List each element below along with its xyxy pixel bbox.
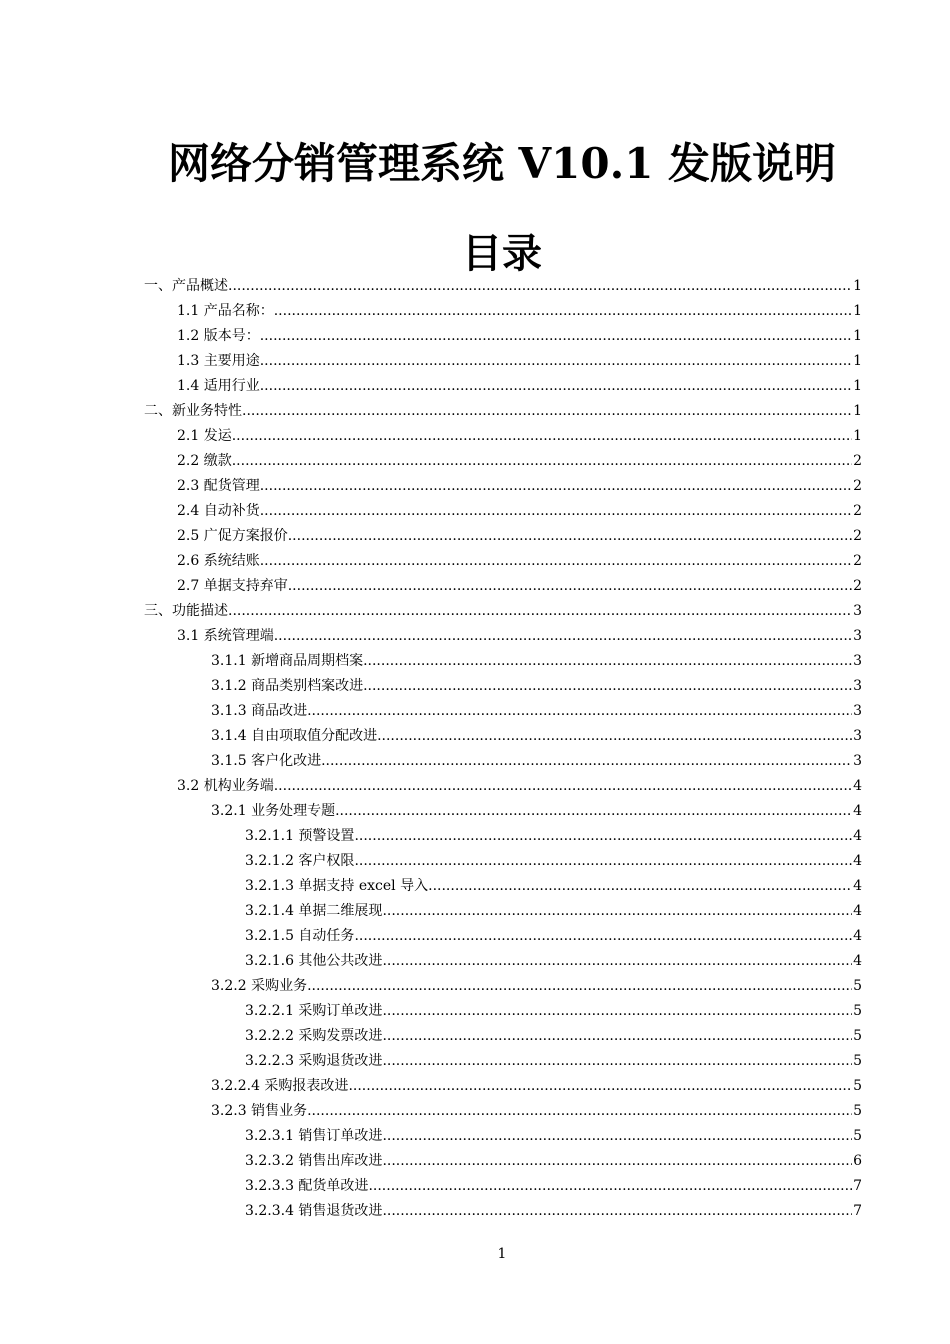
toc-entry-title: 3.2.2.4 采购报表改进: [211, 1078, 349, 1094]
toc-entry-title: 3.1.3 商品改进: [211, 703, 308, 719]
toc-entry-page: 1: [853, 303, 862, 319]
toc-entry[interactable]: [144, 649, 862, 674]
toc-entry-title: 3.2.2.2 采购发票改进: [245, 1028, 383, 1044]
toc-entry-page: 4: [853, 878, 862, 894]
toc-entry-title: 3.1.2 商品类别档案改进: [211, 678, 364, 694]
toc-dot-leader: [307, 699, 852, 724]
toc-dot-leader: [348, 1074, 852, 1099]
toc-entry-page: 1: [853, 328, 862, 344]
toc-entry-title: 3.2.2.1 采购订单改进: [245, 1003, 383, 1019]
toc-entry-page: 5: [853, 978, 862, 994]
toc-dot-leader: [321, 749, 852, 774]
toc-entry-page: 1: [853, 428, 862, 444]
toc-entry-page: 3: [853, 603, 862, 619]
toc-entry-page: 2: [853, 453, 862, 469]
toc-entry[interactable]: [144, 424, 862, 449]
toc-entry-page: 3: [853, 678, 862, 694]
toc-entry[interactable]: [144, 849, 862, 874]
toc-dot-leader: [260, 499, 852, 524]
toc-entry[interactable]: [144, 924, 862, 949]
toc-entry-page: 4: [853, 928, 862, 944]
toc-dot-leader: [228, 274, 852, 299]
toc-dot-leader: [354, 849, 852, 874]
toc-entry[interactable]: [144, 899, 862, 924]
toc-entry-title: 1.3 主要用途: [177, 353, 260, 369]
toc-entry[interactable]: [144, 974, 862, 999]
toc-entry[interactable]: [144, 1049, 862, 1074]
toc-entry-page: 2: [853, 578, 862, 594]
toc-entry[interactable]: [144, 824, 862, 849]
toc-entry[interactable]: [144, 674, 862, 699]
toc-entry[interactable]: [144, 374, 862, 399]
toc-entry[interactable]: [144, 449, 862, 474]
toc-entry-page: 5: [853, 1028, 862, 1044]
toc-entry-title: 3.2.2 采购业务: [211, 978, 308, 994]
toc-dot-leader: [307, 974, 852, 999]
toc-entry[interactable]: [144, 524, 862, 549]
toc-entry[interactable]: [144, 399, 862, 424]
toc-entry[interactable]: [144, 1024, 862, 1049]
toc-dot-leader: [232, 449, 852, 474]
toc-entry-page: 4: [853, 853, 862, 869]
toc-dot-leader: [260, 549, 852, 574]
toc-entry-page: 1: [853, 378, 862, 394]
toc-entry-page: 5: [853, 1128, 862, 1144]
toc-entry[interactable]: [144, 349, 862, 374]
toc-dot-leader: [354, 824, 852, 849]
toc-entry-title: 一、产品概述: [144, 278, 228, 294]
toc-dot-leader: [382, 1149, 852, 1174]
toc-dot-leader: [228, 599, 852, 624]
document-title: 网络分销管理系统 V10.1 发版说明: [167, 139, 837, 188]
toc-entry-page: 1: [853, 403, 862, 419]
toc-entry[interactable]: [144, 699, 862, 724]
toc-entry-page: 5: [853, 1103, 862, 1119]
toc-dot-leader: [307, 1099, 852, 1124]
toc-entry-title: 二、新业务特性: [144, 403, 242, 419]
toc-dot-leader: [363, 674, 852, 699]
toc-entry[interactable]: [144, 324, 862, 349]
toc-entry[interactable]: [144, 1074, 862, 1099]
toc-entry-page: 3: [853, 703, 862, 719]
toc-entry[interactable]: [144, 949, 862, 974]
toc-entry-title: 3.2 机构业务端: [177, 778, 274, 794]
toc-entry-title: 2.2 缴款: [177, 453, 232, 469]
toc-heading: 目录: [462, 230, 542, 277]
toc-entry-title: 3.2.1.6 其他公共改进: [245, 953, 383, 969]
toc-entry[interactable]: [144, 999, 862, 1024]
toc-entry-title: 3.2.1.1 预警设置: [245, 828, 355, 844]
toc-entry-title: 2.5 广促方案报价: [177, 528, 288, 544]
toc-dot-leader: [288, 524, 852, 549]
toc-entry[interactable]: [144, 574, 862, 599]
toc-entry-title: 2.4 自动补货: [177, 503, 260, 519]
toc-entry-page: 3: [853, 653, 862, 669]
toc-dot-leader: [242, 399, 852, 424]
toc-entry-page: 3: [853, 628, 862, 644]
toc-dot-leader: [368, 1174, 852, 1199]
toc-entry-page: 1: [853, 353, 862, 369]
toc-entry-page: 2: [853, 503, 862, 519]
toc-entry-title: 1.2 版本号：: [177, 328, 260, 344]
toc-entry[interactable]: [144, 599, 862, 624]
toc-dot-leader: [335, 799, 852, 824]
toc-entry-page: 5: [853, 1053, 862, 1069]
toc-entry-page: 5: [853, 1078, 862, 1094]
toc-entry-title: 3.1.4 自由项取值分配改进: [211, 728, 378, 744]
toc-entry-page: 3: [853, 753, 862, 769]
toc-entry-title: 3.2.1.2 客户权限: [245, 853, 355, 869]
toc-entry[interactable]: [144, 1149, 862, 1174]
toc-dot-leader: [428, 874, 852, 899]
toc-entry-title: 3.2.3.2 销售出库改进: [245, 1153, 383, 1169]
toc-dot-leader: [274, 299, 852, 324]
toc-entry-page: 4: [853, 903, 862, 919]
toc-entry[interactable]: [144, 624, 862, 649]
toc-entry-title: 2.1 发运: [177, 428, 232, 444]
toc-dot-leader: [260, 474, 852, 499]
toc-entry-title: 3.2.1.3 单据支持 excel 导入: [245, 878, 429, 894]
toc-entry-title: 3.2.2.3 采购退货改进: [245, 1053, 383, 1069]
toc-entry-title: 3.1 系统管理端: [177, 628, 274, 644]
toc-dot-leader: [382, 899, 852, 924]
toc-dot-leader: [382, 1024, 852, 1049]
toc-entry[interactable]: [144, 724, 862, 749]
toc-entry[interactable]: [144, 474, 862, 499]
toc-dot-leader: [260, 374, 852, 399]
page-number: 1: [497, 1246, 507, 1262]
toc-entry-page: 1: [853, 278, 862, 294]
toc-dot-leader: [382, 999, 852, 1024]
toc-entry-title: 2.3 配货管理: [177, 478, 260, 494]
toc-dot-leader: [377, 724, 852, 749]
toc-entry-page: 5: [853, 1003, 862, 1019]
toc-dot-leader: [382, 1049, 852, 1074]
toc-entry-page: 4: [853, 953, 862, 969]
toc-entry-title: 2.7 单据支持弃审: [177, 578, 288, 594]
toc-dot-leader: [382, 949, 852, 974]
toc-entry-title: 3.2.3.4 销售退货改进: [245, 1203, 383, 1219]
toc-entry-title: 3.2.3 销售业务: [211, 1103, 308, 1119]
toc-entry[interactable]: [144, 1099, 862, 1124]
toc-dot-leader: [363, 649, 852, 674]
toc-dot-leader: [274, 774, 852, 799]
toc-entry[interactable]: [144, 1124, 862, 1149]
toc-dot-leader: [288, 574, 852, 599]
toc-entry-title: 3.1.1 新增商品周期档案: [211, 653, 364, 669]
toc-entry-page: 2: [853, 478, 862, 494]
toc-entry-title: 2.6 系统结账: [177, 553, 260, 569]
toc-entry[interactable]: [144, 874, 862, 899]
toc-dot-leader: [232, 424, 852, 449]
toc-entry-page: 3: [853, 728, 862, 744]
toc-entry-page: 7: [853, 1203, 862, 1219]
toc-entry-title: 3.1.5 客户化改进: [211, 753, 322, 769]
toc-entry-page: 4: [853, 828, 862, 844]
toc-entry-page: 2: [853, 553, 862, 569]
toc-entry-title: 3.2.1.5 自动任务: [245, 928, 355, 944]
toc-entry-page: 2: [853, 528, 862, 544]
toc-entry[interactable]: [144, 499, 862, 524]
toc-entry-title: 1.4 适用行业: [177, 378, 260, 394]
toc-entry-page: 4: [853, 778, 862, 794]
toc-dot-leader: [260, 324, 852, 349]
toc-dot-leader: [274, 624, 852, 649]
toc-dot-leader: [260, 349, 852, 374]
toc-entry-title: 3.2.3.1 销售订单改进: [245, 1128, 383, 1144]
toc-entry-title: 1.1 产品名称：: [177, 303, 274, 319]
toc-entry-page: 6: [853, 1153, 862, 1169]
toc-entry[interactable]: [144, 549, 862, 574]
toc-entry[interactable]: [144, 1174, 862, 1199]
toc-entry-title: 三、功能描述: [144, 603, 228, 619]
toc-entry-page: 4: [853, 803, 862, 819]
toc-dot-leader: [382, 1124, 852, 1149]
toc-entry[interactable]: [144, 274, 862, 299]
toc-entry-page: 7: [853, 1178, 862, 1194]
toc-entry[interactable]: [144, 749, 862, 774]
toc-entry-title: 3.2.3.3 配货单改进: [245, 1178, 369, 1194]
toc-entry[interactable]: [144, 1199, 862, 1224]
toc-entry[interactable]: [144, 299, 862, 324]
table-of-contents: [144, 274, 862, 1224]
toc-entry-title: 3.2.1 业务处理专题: [211, 803, 336, 819]
toc-entry-title: 3.2.1.4 单据二维展现: [245, 903, 383, 919]
toc-dot-leader: [382, 1199, 852, 1224]
toc-dot-leader: [354, 924, 852, 949]
toc-entry[interactable]: [144, 799, 862, 824]
toc-entry[interactable]: [144, 774, 862, 799]
